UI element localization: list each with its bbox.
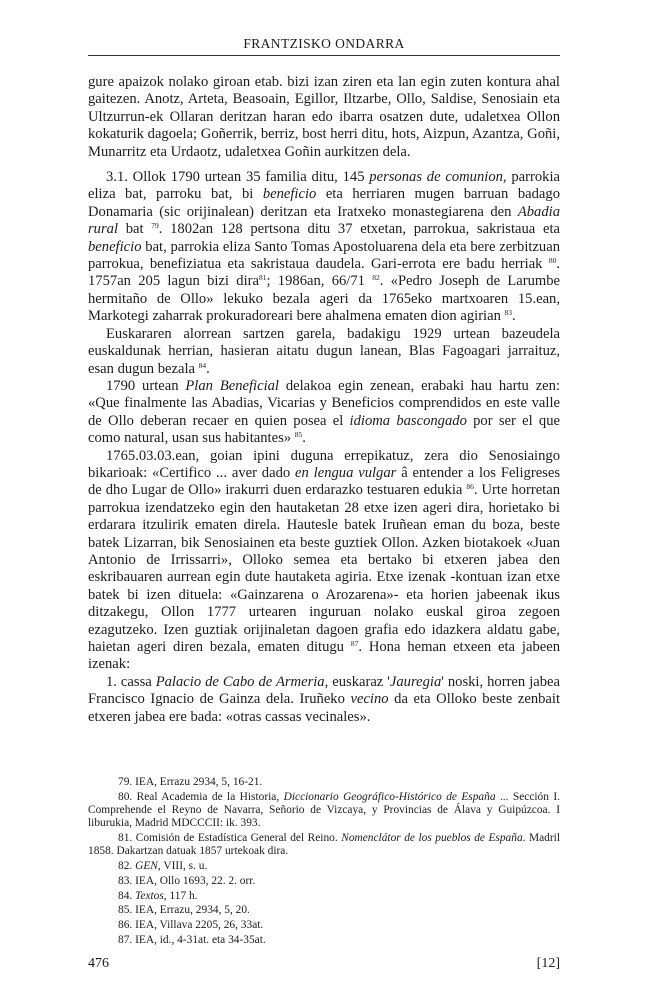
- paragraph-euskara: Euskararen alorrean sartzen garela, badakigu 1929 urtean bazeudela euskaldunak herrian, hasieran aitatu dugun lanean, Blas Fagoagari jarraituz, esan dugun bezala $^{84}$.: [88, 325, 560, 377]
- footnote-79: 79. IEA, Errazu 2934, 5, 16-21.: [118, 776, 263, 788]
- footnote-ref-85[interactable]: 85: [294, 430, 303, 440]
- footnote-81: 81. Comisión de Estadística General del Reino. Nomenclátor de los pueblos de España. Madril 1858. Dakartzan datuak 1857 urtekoak dira.: [88, 832, 560, 858]
- footnote-86: 86. IEA, Villava 2205, 26, 33at.: [118, 919, 264, 932]
- page-number: 476: [88, 956, 109, 971]
- footnote-80: 80. Real Academia de la Historia, Diccionario Geográfico-Histórico de España ... Sección I. Comprehende el Reyno de Navarra, Señorio de Vizcaya, y Provincias de Álava y Guipúzcoa. I liburukia, Madrid MDCCCII: ik. 393.: [88, 790, 560, 830]
- footnote-82: 82. GEN, VIII, s. u.: [118, 860, 208, 872]
- footnote-87: 87. IEA, id., 4-31at. eta 34-35at.: [118, 933, 266, 946]
- footnote-85: 85. IEA, Errazu, 2934, 5, 20.: [118, 904, 250, 917]
- footnote-83: 83. IEA, Ollo 1693, 22. 2. orr.: [118, 874, 256, 887]
- paragraph-plan-beneficial: 1790 urtean Plan Beneficial delakoa egin zenean, erabaki hau hartu zen: «Que finalmente las Abadias, Vicarias y Beneficios comprendidos en este valle de Ollo deberan recaer en quien posea el idioma bascongado por ser el que como natural, usan sus habitantes» $^{85}$.: [88, 377, 561, 447]
- running-header: FRANTZISKO ONDARRA: [88, 36, 560, 56]
- paragraph-cassa-1: 1. cassa Palacio de Cabo de Armeria, euskaraz 'Jauregia' noski, horren jabea Francisco Ignacio de Gainza dela. Iruñeko vecino da eta Olloko beste zenbait etxeren jabea ere bada: «otras cassas vecinales».: [88, 673, 561, 725]
- footnote-ref-82[interactable]: 82: [372, 273, 380, 283]
- paragraph-intro: gure apaizok nolako giroan etab. bizi izan ziren eta lan egin zuten kontura ahal gaitezen. Anotz, Arteta, Beasoain, Egillor, Iltzarbe, Ollo, Saldise, Senosiain eta Ultzurrun-ek Ollaran deritzan haran edo ibarra osatzen dute, udaletxea Ollon kokaturik dagoela; Goñerrik, berriz, bost herri ditu, hots, Aizpun, Azantza, Goñi, Munarritz eta Urdaotz, udaletxea Goñin aurkitzen dela.: [88, 74, 560, 160]
- footnote-ref-87[interactable]: 87: [350, 639, 359, 648]
- footnote-84: 84. Textos, 117 h.: [118, 889, 198, 902]
- paragraph-1765: 1765.03.03.ean, goian ipini duguna errepikatuz, zera dio Senosiaingo bikarioak: «Certifico ... aver dado en lengua vulgar â entender a los Feligreses de dho Lugar de Ollo» irakurri duen erdarazko testuaren edukia $^{86}$. Urte horretan parrokua izendatzeko egin den hautaketan 28 etxe izen ageri dira, horietako bi erdarara itzulirik ematen direla. Hautesle batek Iruñean eman du boza, beste batek Lizarran, bik Senosiainen eta beste guztiek Ollon. Azken biotakoek «Juan Antonio de Irrissarri», Olloko semea eta bertako bi etxeren jabea den eskribauaren aurrean egin dute hautaketa agiria. Etxe izenak -kontuan izan etxe batek bi izen dituela: «Gainzarena o Arozarena»- eta horien jabeenak ikus ditzakegu, Ollon 1777 urtearen inguruan nolako euskal giroa zegoen ezagutzeko. Izen guztiak orijinaletan dagoen grafia edo idazkera aldatu gabe, haietan ageri diren bezala, ematen ditugu $^{87}$. Hona heman etxeen eta jabeen izenak:: [88, 447, 561, 673]
- footnote-ref-84[interactable]: 84: [198, 360, 207, 370]
- footnote-ref-81[interactable]: 81: [258, 273, 267, 283]
- footnote-ref-79[interactable]: 79: [151, 221, 159, 231]
- bracket-page-number: [12]: [536, 956, 560, 971]
- footnote-ref-86[interactable]: 86: [466, 482, 474, 492]
- paragraph-3-1: 3.1. Ollok 1790 urtean 35 familia ditu, 145 personas de comunion, parrokia eliza bat, parroku bat, bi beneficio eta herriaren mugen barruan badago Donamaria (sic orijinalean) deritzan eta Iratxeko monastegiarena den Abadia rural bat $^{79}$. 1802an 128 pertsona ditu 37 etxetan, parrokua, sakristaua eta beneficio bat, parrokia eliza Santo Tomas Apostoluarena dela eta bere zerbitzuan parrokua, benefiziatua eta sakristaua daudela. Gari-errota ere badu herriak $^{80}$. 1757an 205 lagun bizi dira$^{81}$; 1986an, 66/71 $^{82}$. «Pedro Joseph de Larumbe hermitaño de Ollo» lekuko bezala ageri da 1765eko martxoaren 15.ean, Markotegi zaharrak prokuradoreari bere ahalmena ematen dion agirian $^{83}$.: [88, 169, 560, 325]
- body-text: [88, 74, 560, 726]
- footnotes: [88, 776, 560, 949]
- footnote-ref-80[interactable]: 80: [548, 256, 557, 266]
- footnote-ref-83[interactable]: 83: [504, 308, 513, 318]
